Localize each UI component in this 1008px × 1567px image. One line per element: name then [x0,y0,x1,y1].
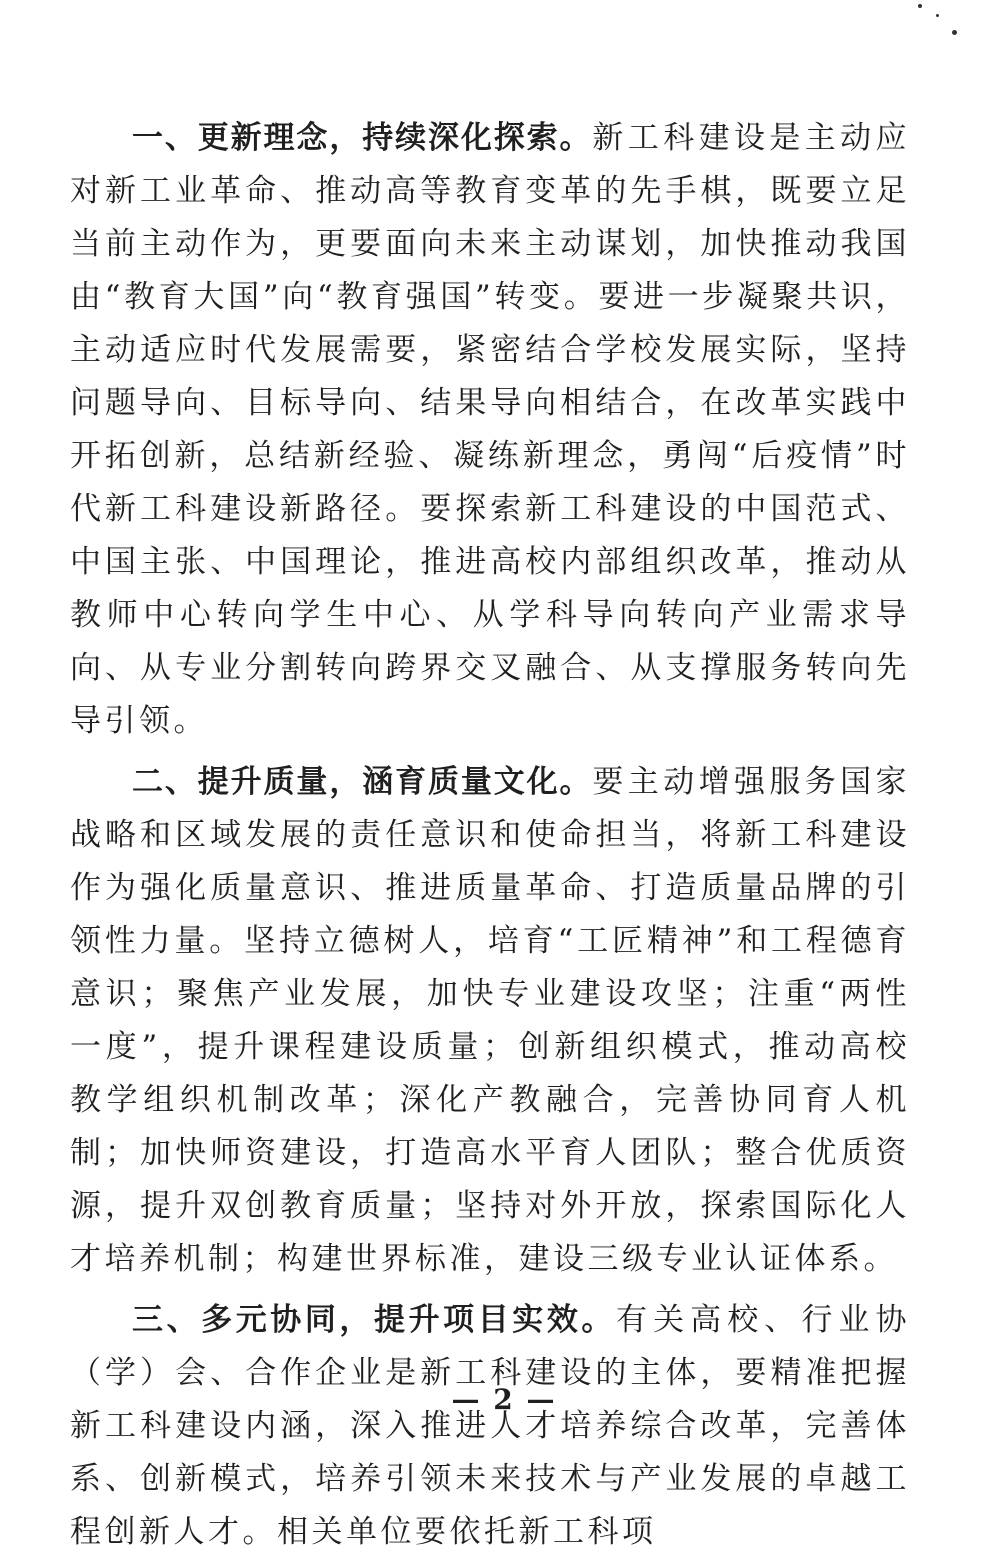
paragraph-heading: 一、更新理念，持续深化探索。 [132,120,593,156]
paragraph-3 [70,1294,910,1559]
paragraph-text: 新工科建设是主动应对新工业革命、推动高等教育变革的先手棋，既要立足当前主动作为，更要面向未来主动谋划，加快推动我国由“教育大国”向“教育强国”转变。要进一步凝聚共识，主动适应时代发展需要，紧密结合学校发展实际，坚持问题导向、目标导向、结果导向相结合，在改革实践中开拓创新，总结新经验、凝练新理念，勇闯“后疫情”时代新工科建设新路径。要探索新工科建设的中国范式、中国主张、中国理论，推进高校内部组织改革，推动从教师中心转向学生中心、从学科导向转向产业需求导向、从专业分割转向跨界交叉融合、从支撑服务转向先导引领。 [70,120,911,739]
scan-speck [952,30,957,35]
paragraph-1 [70,112,910,748]
paragraph-text: 要主动增强服务国家战略和区域发展的责任意识和使命担当，将新工科建设作为强化质量意识、推进质量革命、打造质量品牌的引领性力量。坚持立德树人，培育“工匠精神”和工程德育意识；聚焦产业发展，加快专业建设攻坚；注重“两性一度”，提升课程建设质量；创新组织模式，推动高校教学组织机制改革；深化产教融合，完善协同育人机制；加快师资建设，打造高水平育人团队；整合优质资源，提升双创教育质量；坚持对外开放，探索国际化人才培养机制；构建世界标准，建设三级专业认证体系。 [70,764,911,1277]
paragraph-heading: 三、多元协同，提升项目实效。 [132,1302,616,1338]
scan-speck [936,14,939,17]
document-body [70,112,910,1567]
paragraph-2 [70,756,910,1286]
scan-speck [918,4,922,8]
page-number: — 2 — [451,1383,557,1416]
paragraph-heading: 二、提升质量，涵育质量文化。 [132,764,593,800]
paragraph-text: 有关高校、行业协（学）会、合作企业是新工科建设的主体，要精准把握新工科建设内涵，深入推进人才培养综合改革，完善体系、创新模式，培养引领未来技术与产业发展的卓越工程创新人才。相关单位要依托新工科项 [70,1302,910,1550]
